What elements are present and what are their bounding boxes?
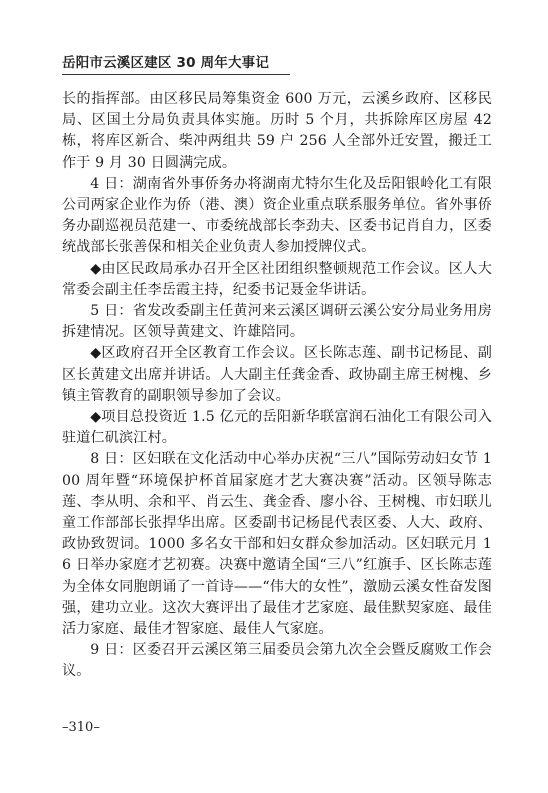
page-number: –310–	[62, 720, 100, 735]
paragraph: ◆区政府召开全区教育工作会议。区长陈志莲、副书记杨昆、副区长黄建文出席并讲话。人大副主任龚金香、政协副主席王树槐、乡镇主管教育的副职领导参加了会议。	[62, 345, 492, 404]
paragraph: ◆项目总投资近 1.5 亿元的岳阳新华联富润石油化工有限公司入驻道仁矶滨江村。	[62, 409, 492, 447]
header-rule	[62, 74, 290, 75]
paragraph: 长的指挥部。由区移民局筹集资金 600 万元，云溪乡政府、区移民局、区国土分局负责具体实施。历时 5 个月，共拆除库区房屋 42 栋，将库区新合、柴冲两组共 59 户 256 人全部外迁安置，搬迁工作于 9 月 30 日圆满完成。	[62, 91, 492, 171]
paragraph: 8 日：区妇联在文化活动中心举办庆祝“三八”国际劳动妇女节 100 周年暨“环境保护杯首届家庭才艺大赛决赛”活动。区领导陈志莲、李从明、余和平、肖云生、龚金香、廖小谷、王树槐、市妇联儿童工作部部长张捍华出席。区委副书记杨昆代表区委、人大、政府、政协致贺词。1000 多名女干部和妇女群众参加活动。区妇联元月 16 日举办家庭才艺初赛。决赛中邀请全国“三八”红旗手、区长陈志莲为全体女同胞朗诵了一首诗——“伟大的女性”，激励云溪女性奋发图强，建功立业。这次大赛评出了最佳才艺家庭、最佳默契家庭、最佳活力家庭、最佳才智家庭、最佳人气家庭。	[62, 451, 492, 638]
body-text	[62, 89, 492, 683]
paragraph: 9 日：区委召开云溪区第三届委员会第九次全会暨反腐败工作会议。	[62, 642, 492, 680]
paragraph: 5 日：省发改委副主任黄河来云溪区调研云溪公安分局业务用房拆建情况。区领导黄建文、许雄陪同。	[62, 303, 492, 341]
paragraph: ◆由区民政局承办召开全区社团组织整顿规范工作会议。区人大常委会副主任李岳霞主持，纪委书记聂金华讲话。	[62, 260, 492, 298]
running-header: 岳阳市云溪区建区 30 周年大事记	[62, 55, 270, 71]
paragraph: 4 日：湖南省外事侨务办将湖南尤特尔生化及岳阳银岭化工有限公司两家企业作为侨（港、澳）资企业重点联系服务单位。省外事侨务办副巡视员范建一、市委统战部长李劲夫、区委书记肖自力，区委统战部长张善保和相关企业负责人参加授牌仪式。	[62, 175, 492, 256]
